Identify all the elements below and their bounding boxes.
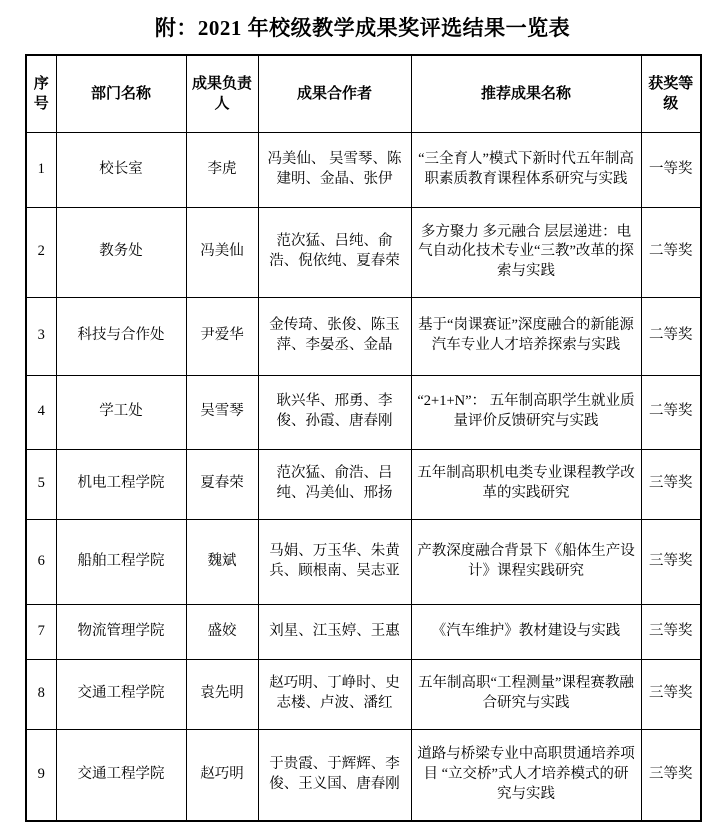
cell-leader: 袁先明 <box>186 659 258 729</box>
cell-achievement: 《汽车维护》教材建设与实践 <box>411 604 641 659</box>
cell-collaborators: 于贵霞、于辉辉、李俊、王义国、唐春刚 <box>258 729 411 821</box>
cell-collaborators: 金传琦、张俊、陈玉萍、李晏丞、金晶 <box>258 297 411 375</box>
cell-award: 三等奖 <box>641 729 701 821</box>
cell-achievement: 五年制高职机电类专业课程教学改革的实践研究 <box>411 449 641 519</box>
cell-collaborators: 范次猛、吕纯、俞浩、倪依纯、夏春荣 <box>258 207 411 297</box>
table-row <box>26 207 701 297</box>
table-row <box>26 519 701 604</box>
cell-serial: 4 <box>26 375 56 449</box>
cell-leader: 赵巧明 <box>186 729 258 821</box>
cell-leader: 魏斌 <box>186 519 258 604</box>
cell-department: 交通工程学院 <box>56 659 186 729</box>
cell-achievement: “三全育人”模式下新时代五年制高职素质教育课程体系研究与实践 <box>411 132 641 207</box>
table-row <box>26 729 701 821</box>
col-header-collaborators: 成果合作者 <box>258 55 411 132</box>
cell-collaborators: 赵巧明、丁峥时、史志楼、卢波、潘红 <box>258 659 411 729</box>
cell-serial: 1 <box>26 132 56 207</box>
cell-department: 校长室 <box>56 132 186 207</box>
cell-serial: 3 <box>26 297 56 375</box>
cell-collaborators: 刘星、江玉婷、王惠 <box>258 604 411 659</box>
cell-collaborators: 冯美仙、 吴雪琴、陈建明、金晶、张伊 <box>258 132 411 207</box>
cell-department: 教务处 <box>56 207 186 297</box>
cell-serial: 7 <box>26 604 56 659</box>
cell-leader: 尹爱华 <box>186 297 258 375</box>
cell-collaborators: 马娟、万玉华、朱黄兵、顾根南、吴志亚 <box>258 519 411 604</box>
cell-award: 一等奖 <box>641 132 701 207</box>
cell-department: 交通工程学院 <box>56 729 186 821</box>
document-title: 附：2021 年校级教学成果奖评选结果一览表 <box>154 16 571 40</box>
col-header-department: 部门名称 <box>56 55 186 132</box>
cell-serial: 5 <box>26 449 56 519</box>
cell-achievement: “2+1+N”： 五年制高职学生就业质量评价反馈研究与实践 <box>411 375 641 449</box>
results-table <box>25 54 702 822</box>
cell-department: 船舶工程学院 <box>56 519 186 604</box>
table-row <box>26 375 701 449</box>
cell-award: 三等奖 <box>641 449 701 519</box>
cell-award: 二等奖 <box>641 207 701 297</box>
cell-award: 二等奖 <box>641 297 701 375</box>
cell-achievement: 多方聚力 多元融合 层层递进：电气自动化技术专业“三教”改革的探索与实践 <box>411 207 641 297</box>
cell-leader: 盛姣 <box>186 604 258 659</box>
cell-leader: 吴雪琴 <box>186 375 258 449</box>
table-row <box>26 604 701 659</box>
table-row <box>26 297 701 375</box>
col-header-leader: 成果负责人 <box>186 55 258 132</box>
table-row <box>26 449 701 519</box>
col-header-award: 获奖等级 <box>641 55 701 132</box>
col-header-achievement: 推荐成果名称 <box>411 55 641 132</box>
cell-collaborators: 耿兴华、邢勇、李俊、孙霞、唐春刚 <box>258 375 411 449</box>
cell-achievement: 道路与桥梁专业中高职贯通培养项目 “立交桥”式人才培养模式的研究与实践 <box>411 729 641 821</box>
cell-leader: 李虎 <box>186 132 258 207</box>
cell-award: 三等奖 <box>641 604 701 659</box>
cell-collaborators: 范次猛、俞浩、吕纯、冯美仙、邢扬 <box>258 449 411 519</box>
cell-serial: 6 <box>26 519 56 604</box>
cell-serial: 9 <box>26 729 56 821</box>
cell-department: 科技与合作处 <box>56 297 186 375</box>
cell-award: 二等奖 <box>641 375 701 449</box>
cell-serial: 2 <box>26 207 56 297</box>
cell-award: 三等奖 <box>641 519 701 604</box>
cell-achievement: 产教深度融合背景下《船体生产设计》课程实践研究 <box>411 519 641 604</box>
table-row <box>26 132 701 207</box>
cell-leader: 冯美仙 <box>186 207 258 297</box>
cell-leader: 夏春荣 <box>186 449 258 519</box>
header-row <box>26 55 701 132</box>
cell-department: 机电工程学院 <box>56 449 186 519</box>
cell-award: 三等奖 <box>641 659 701 729</box>
cell-serial: 8 <box>26 659 56 729</box>
cell-department: 学工处 <box>56 375 186 449</box>
cell-achievement: 五年制高职“工程测量”课程赛教融合研究与实践 <box>411 659 641 729</box>
col-header-serial: 序号 <box>26 55 56 132</box>
cell-department: 物流管理学院 <box>56 604 186 659</box>
cell-achievement: 基于“岗课赛证”深度融合的新能源汽车专业人才培养探索与实践 <box>411 297 641 375</box>
table-row <box>26 659 701 729</box>
